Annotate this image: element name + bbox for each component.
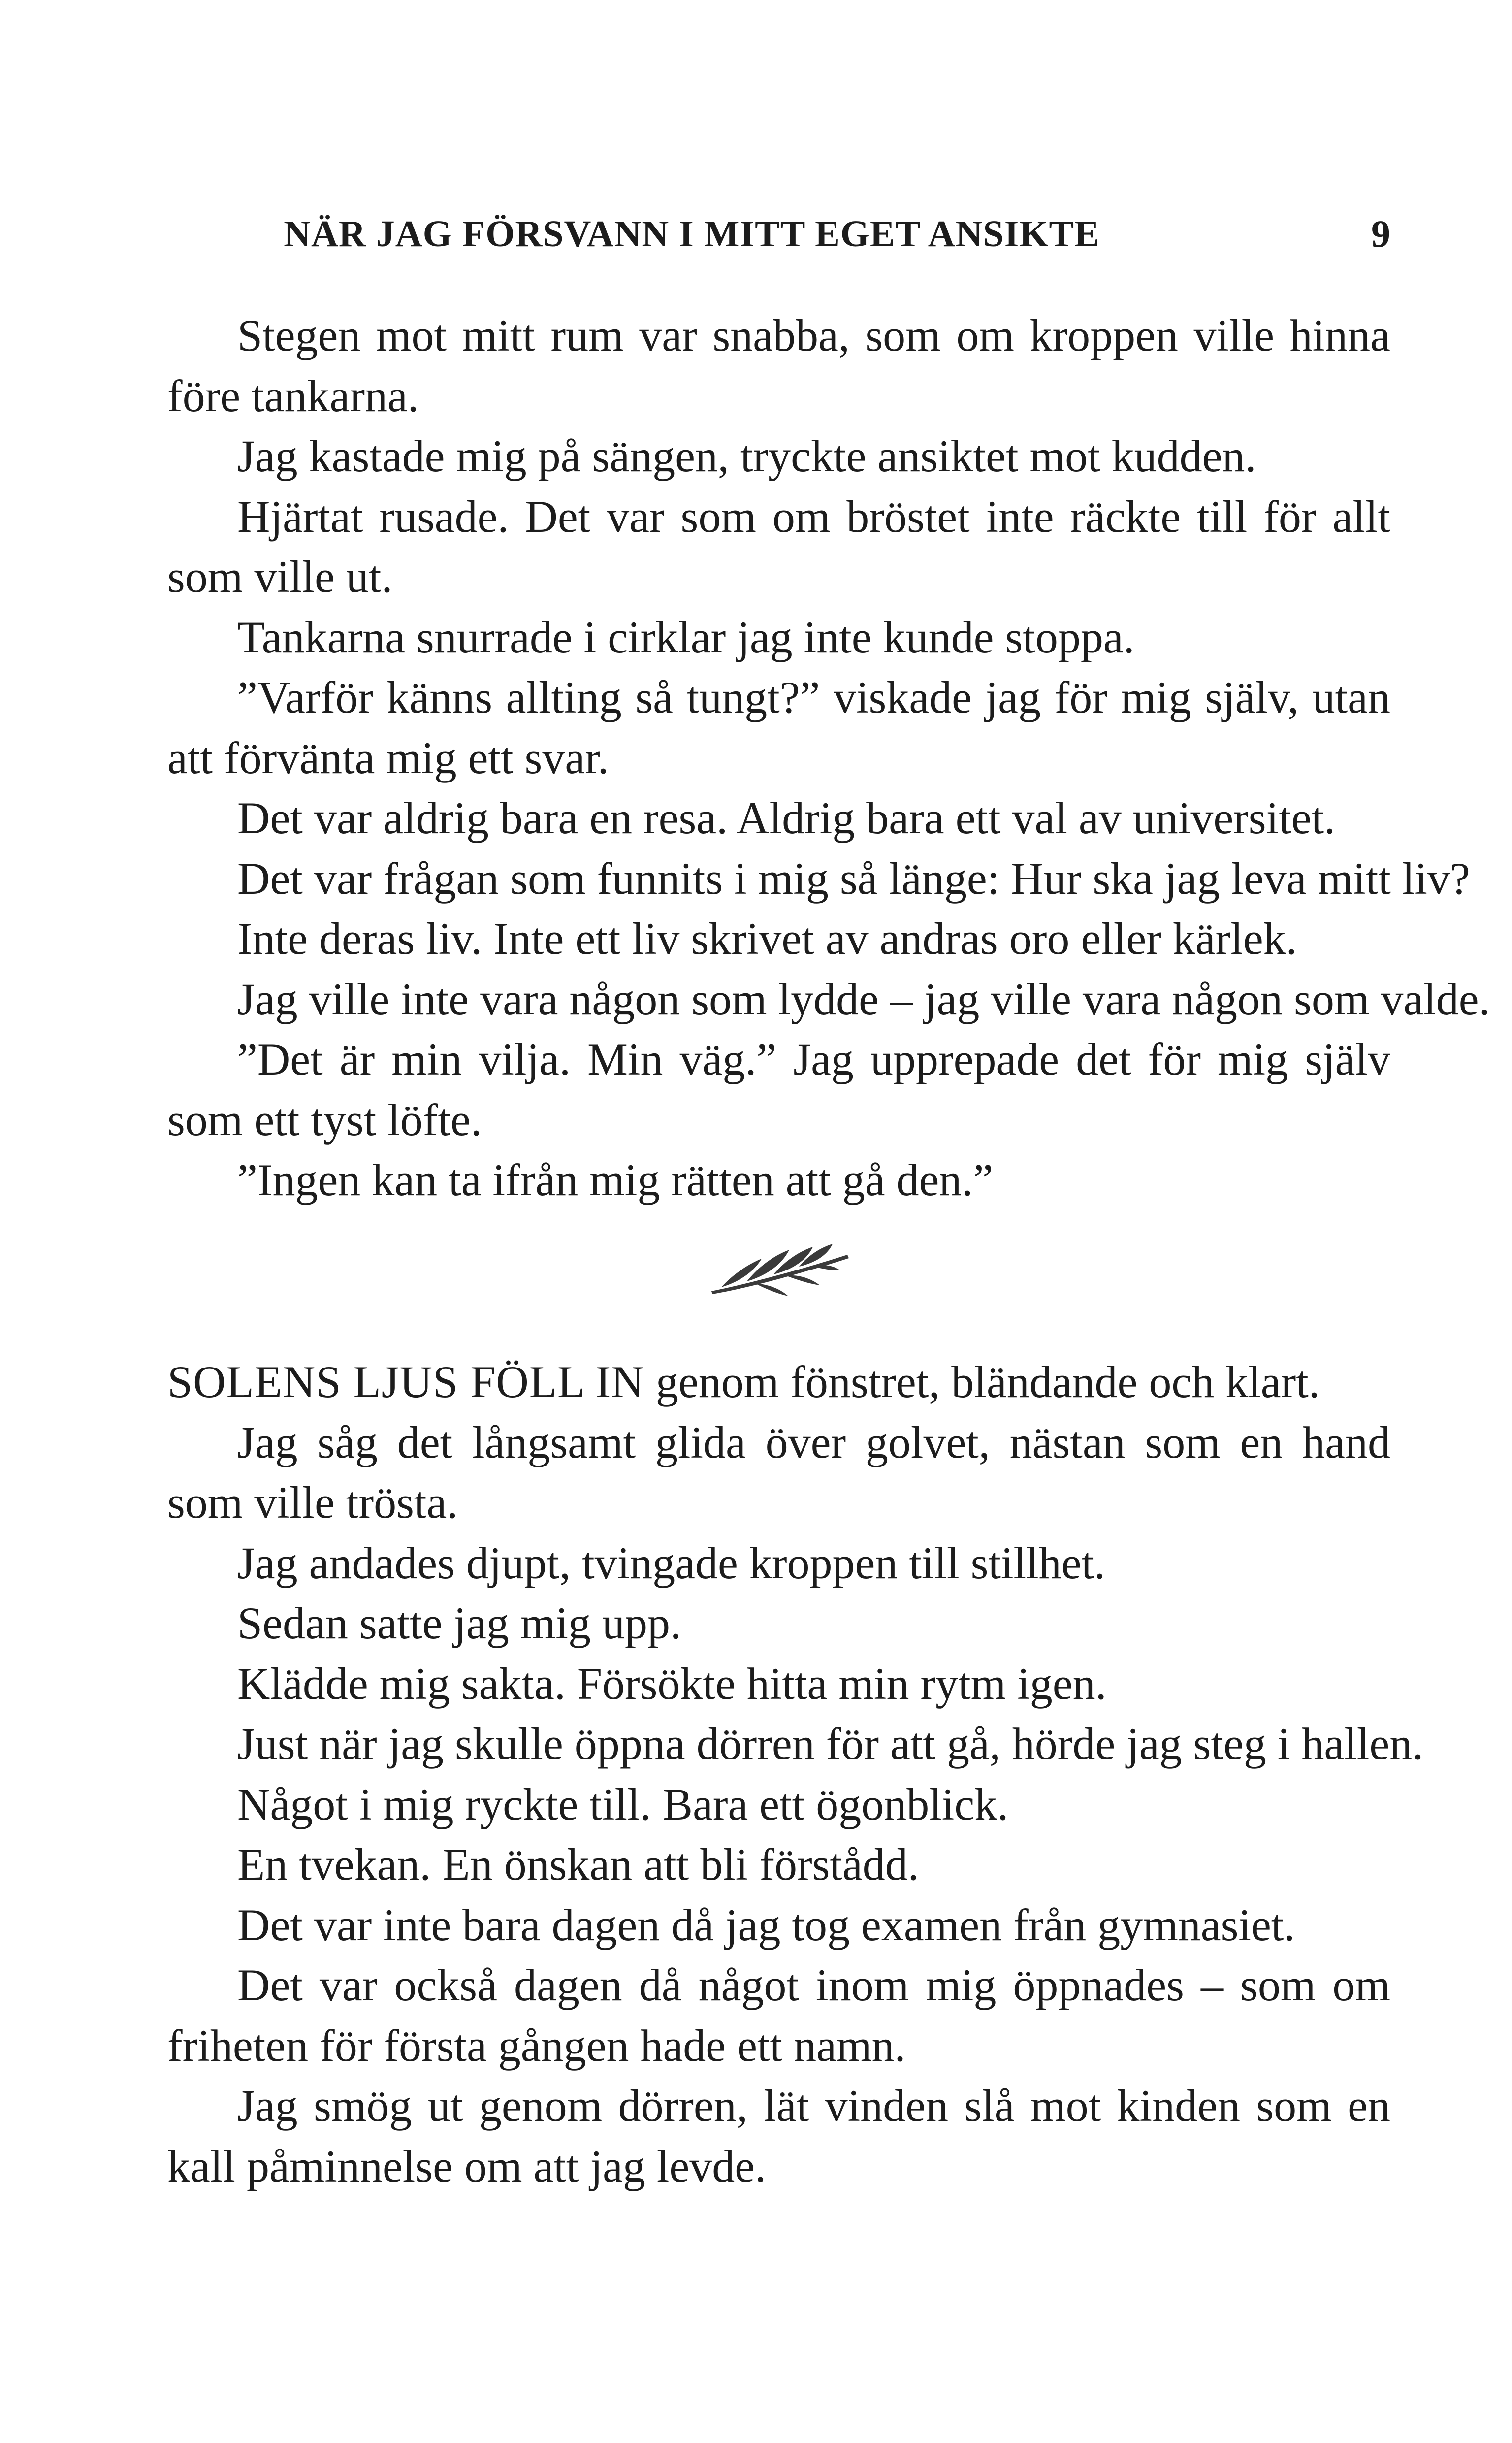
page-number: 9: [1371, 212, 1390, 255]
paragraph: ”Det är min vilja. Min väg.” Jag upprepade det för mig själv som ett tyst löfte.: [167, 1034, 1390, 1145]
running-title: NÄR JAG FÖRSVANN I MITT EGET ANSIKTE: [284, 213, 1100, 255]
leaf-sprig-icon: [702, 1236, 859, 1305]
paragraph: Det var också dagen då något inom mig öppnades – som om friheten för första gången hade ett namn.: [167, 1960, 1390, 2071]
paragraph: Något i mig ryckte till. Bara ett ögonblick.: [237, 1779, 1009, 1829]
paragraph: Det var frågan som funnits i mig så länge: Hur ska jag leva mitt liv?: [237, 853, 1470, 904]
paragraph: Jag smög ut genom dörren, lät vinden slå mot kinden som en kall påminnelse om att jag levde.: [167, 2081, 1390, 2191]
paragraph: [167, 1352, 1390, 1412]
paragraph: Just när jag skulle öppna dörren för att gå, hörde jag steg i hallen.: [237, 1719, 1424, 1769]
paragraph: Jag såg det långsamt glida över golvet, nästan som en hand som ville trösta.: [167, 1417, 1390, 1528]
paragraph: Tankarna snurrade i cirklar jag inte kunde stoppa.: [237, 612, 1135, 662]
paragraph: Stegen mot mitt rum var snabba, som om kroppen ville hinna före tankarna.: [167, 310, 1390, 421]
paragraph: Klädde mig sakta. Försökte hitta min rytm igen.: [237, 1658, 1107, 1709]
lead-in: SOLENS LJUS FÖLL IN: [167, 1357, 644, 1407]
paragraph: Jag andades djupt, tvingade kroppen till stillhet.: [237, 1537, 1106, 1588]
paragraph: Hjärtat rusade. Det var som om bröstet inte räckte till för allt som ville ut.: [167, 491, 1390, 602]
paragraph: Det var aldrig bara en resa. Aldrig bara ett val av universitet.: [237, 793, 1336, 843]
paragraph: ”Ingen kan ta ifrån mig rätten att gå den.”: [237, 1155, 994, 1205]
lead-rest: genom fönstret, bländande och klart.: [644, 1357, 1320, 1407]
paragraph: Det var inte bara dagen då jag tog examen från gymnasiet.: [237, 1899, 1295, 1950]
paragraph: Jag ville inte vara någon som lydde – jag ville vara någon som valde.: [237, 974, 1490, 1024]
paragraph: Inte deras liv. Inte ett liv skrivet av andras oro eller kärlek.: [237, 913, 1297, 964]
section-one: [167, 305, 1490, 1210]
paragraph: En tvekan. En önskan att bli förstådd.: [237, 1839, 919, 1889]
running-head: [167, 202, 1390, 266]
paragraph: Jag kastade mig på sängen, tryckte ansiktet mot kudden.: [237, 431, 1256, 481]
paragraph: ”Varför känns allting så tungt?” viskade jag för mig själv, utan att förvänta mig ett svar.: [167, 672, 1390, 783]
section-two: [167, 1352, 1424, 2196]
paragraph: Sedan satte jag mig upp.: [237, 1598, 681, 1648]
